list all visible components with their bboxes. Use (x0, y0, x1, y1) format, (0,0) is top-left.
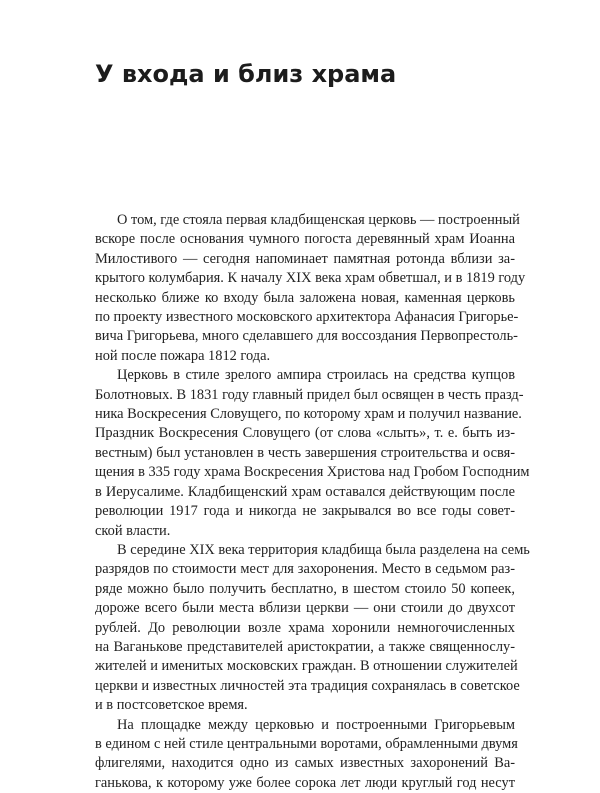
paragraph (95, 541, 530, 716)
text-line: на Ваганькове представителей аристократии, а также священнослу- (95, 638, 515, 655)
text-line: и в постсоветское время. (95, 697, 248, 714)
text-line: дороже всего были места вблизи церкви — они стоили до двухсот (95, 600, 515, 617)
text-line: в Иерусалиме. Кладбищенский храм оставался действующим после (95, 483, 515, 500)
text-line: На площадке между церковью и построенными Григорьевым (117, 716, 515, 733)
text-line: Болотновых. В 1831 году главный придел был освящен в честь празд- (95, 386, 524, 403)
text-line: разрядов по стоимости мест для захоронения. Место в седьмом раз- (95, 561, 515, 578)
text-line: Милостивого — сегодня напоминает памятная ротонда вблизи за- (95, 250, 515, 267)
text-line: вича Григорьева, много сделавшего для воссоздания Первопрестоль- (95, 328, 518, 345)
text-line: вскоре после основания чумного погоста деревянный храм Иоанна (95, 231, 515, 248)
paragraph (95, 211, 526, 366)
text-line: несколько ближе ко входу была заложена новая, каменная церковь (95, 289, 515, 306)
text-line: жителей и именитых московских граждан. В отношении служителей (95, 658, 518, 675)
text-line: Праздник Воскресения Словущего (от слова «слыть», т. е. быть из- (95, 425, 515, 442)
text-line: В середине XIX века территория кладбища была разделена на семь (117, 541, 530, 558)
text-line: рублей. До революции возле храма хоронили немногочисленных (95, 619, 515, 636)
text-line: ской власти. (95, 522, 171, 539)
text-line: ряде можно было получить бесплатно, в шестом стоило 50 копеек, (95, 580, 515, 597)
text-line: по проекту известного московского архитектора Афанасия Григорье- (95, 309, 519, 326)
text-line: церкви и известных личностей эта традиция сохранялась в советское (95, 677, 520, 694)
text-line: Церковь в стиле зрелого ампира строилась на средства купцов (117, 367, 515, 384)
text-line: вестным) был установлен в честь завершения строительства и освя- (95, 444, 515, 461)
text-line: флигелями, находится одно из самых известных захоронений Ва- (95, 755, 515, 772)
paragraph (95, 366, 530, 541)
paragraph (95, 716, 518, 793)
text-line: ной после пожара 1812 года. (95, 347, 271, 364)
text-line: ника Воскресения Словущего, по которому храм и получил название. (95, 406, 522, 423)
text-line: ганькова, к которому уже более сорока лет люди круглый год несут (95, 774, 515, 791)
text-line: О том, где стояла первая кладбищенская церковь — построенный (117, 212, 520, 228)
text-line: революции 1917 года и никогда не закрывался во все годы совет- (95, 503, 515, 520)
text-line: щения в 335 году храма Воскресения Христова над Гробом Господним (95, 464, 530, 481)
text-line: крытого колумбария. К началу XIX века храм обветшал, и в 1819 году (95, 270, 526, 287)
body-text (95, 211, 530, 793)
chapter-heading: У входа и близ храма (95, 60, 397, 88)
text-line: в едином с ней стиле центральными воротами, обрамленными двумя (95, 735, 518, 752)
